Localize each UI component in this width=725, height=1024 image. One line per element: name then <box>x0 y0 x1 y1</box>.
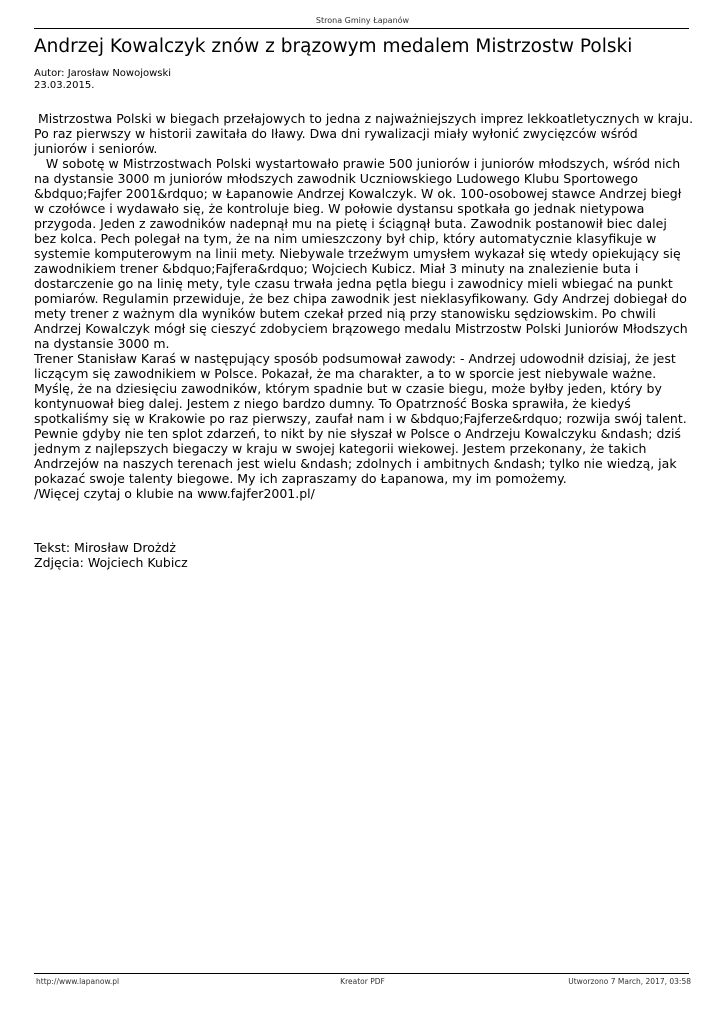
article-body <box>34 111 698 501</box>
footer-created: Utworzono 7 March, 2017, 03:58 <box>568 977 691 986</box>
footer-generator: Kreator PDF <box>340 977 385 986</box>
article-paragraph-2: W sobotę w Mistrzostwach Polski wystartowało prawie 500 juniorów i juniorów młodszych, wśród nich na dystansie 3000 m juniorów młodszych zawodnik Uczniowskiego Ludowego Klubu Sportowego &bdquo;Fajfer 2001&rdquo; w Łapanowie Andrzej Kowalczyk. W ok. 100-osobowej stawce Andrzej biegł w czołówce i wydawało się, że kontroluje bieg. W połowie dystansu spotkała go jednak nietypowa przygoda. Jeden z zawodników nadepnął mu na pietę i ściągnął buta. Zawodnik postanowił biec dalej bez kolca. Pech polegał na tym, że na nim umieszczony był chip, który automatycznie klasyfikuje w systemie komputerowym na linii mety. Niebywale trzeźwym umysłem wykazał się wtedy opiekujący się zawodnikiem trener &bdquo;Fajfera&rdquo; Wojciech Kubicz. Miał 3 minuty na znalezienie buta i dostarczenie go na linię mety, tyle czasu trwała jedna pętla biegu i zawodnicy mieli wbiegać na punkt pomiarów. Regulamin przewiduje, że bez chipa zawodnik jest nieklasyfikowany. Gdy Andrzej dobiegał do mety trener z ważnym dla wyników butem czekał przed nią przy stanowisku sędziowskim. Po chwili Andrzej Kowalczyk mógł się cieszyć zdobyciem brązowego medalu Mistrzostw Polski Juniorów Młodszych na dystansie 3000 m. <box>34 156 692 351</box>
header-divider <box>34 28 689 29</box>
credit-photo-author: Zdjęcia: Wojciech Kubicz <box>34 555 188 570</box>
credit-text-author: Tekst: Mirosław Drożdż <box>34 540 176 555</box>
article-date: 23.03.2015. <box>34 80 95 91</box>
footer-url: http://www.lapanow.pl <box>36 977 120 986</box>
site-header: Strona Gminy Łapanów <box>315 16 410 25</box>
article-credits <box>34 540 188 570</box>
article-paragraph-1: Mistrzostwa Polski w biegach przełajowych to jedna z najważniejszych imprez lekkoatletycznych w kraju. Po raz pierwszy w historii zawitała do Iławy. Dwa dni rywalizacji miały wyłonić zwycięzców wśród juniorów i seniorów. <box>34 111 698 156</box>
article-title: Andrzej Kowalczyk znów z brązowym medalem Mistrzostw Polski <box>34 36 633 57</box>
footer-divider <box>34 973 689 974</box>
article-author: Autor: Jarosław Nowojowski <box>34 68 172 79</box>
article-meta <box>34 68 171 92</box>
article-paragraph-3: Trener Stanisław Karaś w następujący sposób podsumował zawody: - Andrzej udowodnił dzisiaj, że jest liczącym się zawodnikiem w Polsce. Pokazał, że ma charakter, a to w sporcie jest niebywale ważne. Myślę, że na dziesięciu zawodników, którym spadnie but w czasie biegu, może byłby jeden, który by kontynuował bieg dalej. Jestem z niego bardzo dumny. To Opatrzność Boska sprawiła, że kiedyś spotkaliśmy się w Krakowie po raz pierwszy, zaufał nam i w &bdquo;Fajferze&rdquo; rozwija swój talent. Pewnie gdyby nie ten splot zdarzeń, to nikt by nie słyszał w Polsce o Andrzeju Kowalczyku &ndash; dziś jednym z najlepszych biegaczy w kraju w swojej kategorii wiekowej. Jestem przekonany, że takich Andrzejów na naszych terenach jest wielu &ndash; zdolnych i ambitnych &ndash; tylko nie wiedzą, jak pokazać swoje talenty biegowe. My ich zapraszamy do Łapanowa, my im pomożemy. <box>34 351 691 486</box>
article-paragraph-4: /Więcej czytaj o klubie na www.fajfer2001.pl/ <box>34 486 315 501</box>
